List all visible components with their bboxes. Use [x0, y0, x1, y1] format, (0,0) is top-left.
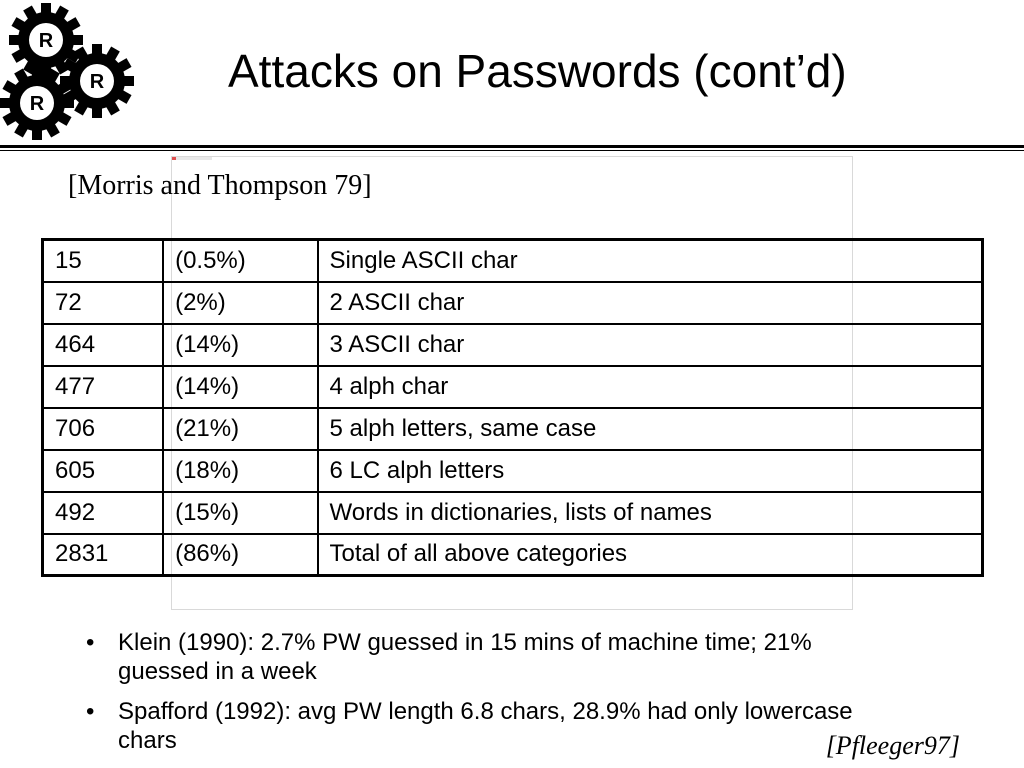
embedded-object-marker — [172, 157, 212, 160]
category-cell: 2 ASCII char — [318, 282, 983, 324]
table-row — [43, 450, 983, 492]
percent-cell: (86%) — [163, 534, 317, 576]
percent-cell: (18%) — [163, 450, 317, 492]
category-cell: 4 alph char — [318, 366, 983, 408]
gears-logo — [0, 0, 140, 140]
svg-text:R: R — [89, 71, 105, 93]
table-row — [43, 240, 983, 282]
percent-cell: (15%) — [163, 492, 317, 534]
slide-title: Attacks on Passwords (cont’d) — [228, 45, 847, 97]
count-cell: 492 — [43, 492, 164, 534]
count-cell: 605 — [43, 450, 164, 492]
count-cell: 15 — [43, 240, 164, 282]
category-cell: 6 LC alph letters — [318, 450, 983, 492]
table-row — [43, 492, 983, 534]
list-item — [86, 697, 906, 755]
title-divider — [0, 145, 1024, 148]
reference-note: [Pfleeger97] — [825, 731, 960, 760]
table-row — [43, 282, 983, 324]
count-cell: 464 — [43, 324, 164, 366]
percent-cell: (0.5%) — [163, 240, 317, 282]
svg-text:R: R — [29, 93, 45, 115]
table-row — [43, 366, 983, 408]
category-cell: Total of all above categories — [318, 534, 983, 576]
bullet-icon: • — [86, 629, 95, 656]
percent-cell: (14%) — [163, 366, 317, 408]
password-statistics-table — [41, 238, 984, 577]
source-citation: [Morris and Thompson 79] — [68, 170, 372, 201]
percent-cell: (21%) — [163, 408, 317, 450]
count-cell: 2831 — [43, 534, 164, 576]
count-cell: 72 — [43, 282, 164, 324]
title-divider-thin — [0, 150, 1024, 151]
count-cell: 477 — [43, 366, 164, 408]
percent-cell: (14%) — [163, 324, 317, 366]
findings-list — [86, 628, 906, 766]
category-cell: 3 ASCII char — [318, 324, 983, 366]
category-cell: Single ASCII char — [318, 240, 983, 282]
category-cell: 5 alph letters, same case — [318, 408, 983, 450]
category-cell: Words in dictionaries, lists of names — [318, 492, 983, 534]
count-cell: 706 — [43, 408, 164, 450]
svg-text:R: R — [38, 30, 54, 52]
list-item — [86, 628, 906, 686]
table-row — [43, 534, 983, 576]
percent-cell: (2%) — [163, 282, 317, 324]
bullet-text: Spafford (1992): avg PW length 6.8 chars, 28.9% had only lowercase chars — [118, 698, 853, 754]
bullet-text: Klein (1990): 2.7% PW guessed in 15 mins of machine time; 21% guessed in a week — [118, 629, 812, 685]
table-row — [43, 408, 983, 450]
table-row — [43, 324, 983, 366]
bullet-icon: • — [86, 698, 95, 725]
